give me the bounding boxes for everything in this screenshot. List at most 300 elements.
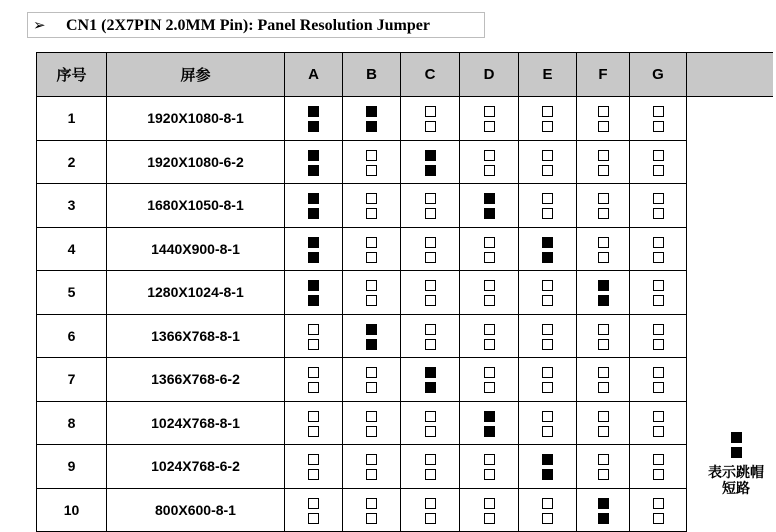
jumper-cell-g xyxy=(630,227,687,271)
legend-line-2: 短路 xyxy=(722,480,750,496)
pin-open-icon xyxy=(542,339,553,350)
heading-title: CN1 (2X7PIN 2.0MM Pin): Panel Resolution Jumper xyxy=(66,17,430,34)
jumper-cell-g xyxy=(630,488,687,532)
jumper-shorted-icon xyxy=(308,150,319,176)
row-number: 6 xyxy=(37,314,107,358)
jumper-cell-b xyxy=(343,184,401,228)
jumper-shorted-icon xyxy=(425,367,436,393)
jumper-cell-d xyxy=(460,271,519,315)
jumper-open-icon xyxy=(542,324,553,350)
jumper-cell-d xyxy=(460,314,519,358)
pin-open-icon xyxy=(542,367,553,378)
pin-open-icon xyxy=(598,382,609,393)
jumper-cell-e xyxy=(519,140,577,184)
jumper-open-icon xyxy=(366,411,377,437)
jumper-cell-a xyxy=(285,401,343,445)
bullet-arrow-icon: ➢ xyxy=(33,16,46,34)
pin-open-icon xyxy=(542,411,553,422)
jumper-shorted-icon xyxy=(598,280,609,306)
jumper-cell-a xyxy=(285,140,343,184)
pin-open-icon xyxy=(308,498,319,509)
jumper-cell-a xyxy=(285,358,343,402)
jumper-cell-b xyxy=(343,358,401,402)
pin-shorted-icon xyxy=(308,208,319,219)
jumper-open-icon xyxy=(484,367,495,393)
jumper-cell-b xyxy=(343,97,401,141)
jumper-cell-d xyxy=(460,227,519,271)
header-d: D xyxy=(460,53,519,97)
jumper-cell-f xyxy=(577,97,630,141)
pin-shorted-icon xyxy=(308,295,319,306)
pin-open-icon xyxy=(653,469,664,480)
jumper-open-icon xyxy=(598,367,609,393)
header-a: A xyxy=(285,53,343,97)
pin-open-icon xyxy=(484,339,495,350)
pin-open-icon xyxy=(542,106,553,117)
pin-open-icon xyxy=(366,193,377,204)
jumper-cell-c xyxy=(401,314,460,358)
pin-open-icon xyxy=(598,252,609,263)
pin-shorted-icon xyxy=(308,280,319,291)
pin-open-icon xyxy=(598,237,609,248)
jumper-open-icon xyxy=(366,150,377,176)
jumper-open-icon xyxy=(366,498,377,524)
pin-open-icon xyxy=(598,193,609,204)
jumper-shorted-icon xyxy=(308,280,319,306)
header-f: F xyxy=(577,53,630,97)
pin-open-icon xyxy=(598,339,609,350)
pin-open-icon xyxy=(542,498,553,509)
jumper-open-icon xyxy=(653,454,664,480)
table-body xyxy=(37,97,773,532)
jumper-cell-e xyxy=(519,97,577,141)
jumper-open-icon xyxy=(484,106,495,132)
pin-open-icon xyxy=(425,121,436,132)
pin-shorted-icon xyxy=(484,193,495,204)
jumper-open-icon xyxy=(653,150,664,176)
pin-open-icon xyxy=(653,382,664,393)
pin-open-icon xyxy=(484,513,495,524)
jumper-open-icon xyxy=(598,454,609,480)
row-panel-resolution: 1024X768-6-2 xyxy=(107,445,285,489)
pin-open-icon xyxy=(542,193,553,204)
row-blank-cell xyxy=(687,358,773,402)
jumper-cell-e xyxy=(519,488,577,532)
pin-open-icon xyxy=(425,295,436,306)
pin-open-icon xyxy=(598,411,609,422)
pin-shorted-icon xyxy=(425,367,436,378)
pin-shorted-icon xyxy=(425,165,436,176)
jumper-open-icon xyxy=(308,324,319,350)
pin-open-icon xyxy=(308,411,319,422)
pin-open-icon xyxy=(598,367,609,378)
pin-open-icon xyxy=(598,208,609,219)
pin-open-icon xyxy=(425,339,436,350)
jumper-open-icon xyxy=(598,411,609,437)
jumper-cell-b xyxy=(343,401,401,445)
pin-open-icon xyxy=(425,469,436,480)
row-number: 9 xyxy=(37,445,107,489)
jumper-open-icon xyxy=(425,193,436,219)
header-b: B xyxy=(343,53,401,97)
jumper-open-icon xyxy=(542,193,553,219)
header-g: G xyxy=(630,53,687,97)
jumper-open-icon xyxy=(598,106,609,132)
jumper-cell-f xyxy=(577,358,630,402)
jumper-open-icon xyxy=(425,280,436,306)
pin-open-icon xyxy=(598,454,609,465)
jumper-open-icon xyxy=(425,237,436,263)
pin-open-icon xyxy=(653,339,664,350)
jumper-open-icon xyxy=(425,106,436,132)
jumper-open-icon xyxy=(366,280,377,306)
jumper-open-icon xyxy=(308,498,319,524)
pin-open-icon xyxy=(425,454,436,465)
table-row xyxy=(37,97,773,141)
jumper-open-icon xyxy=(484,280,495,306)
pin-open-icon xyxy=(425,411,436,422)
pin-open-icon xyxy=(484,295,495,306)
pin-open-icon xyxy=(484,237,495,248)
jumper-cell-c xyxy=(401,227,460,271)
jumper-cell-a xyxy=(285,97,343,141)
pin-open-icon xyxy=(542,513,553,524)
pin-open-icon xyxy=(425,252,436,263)
jumper-open-icon xyxy=(542,367,553,393)
pin-open-icon xyxy=(308,426,319,437)
jumper-open-icon xyxy=(308,454,319,480)
jumper-open-icon xyxy=(542,280,553,306)
jumper-cell-g xyxy=(630,445,687,489)
pin-open-icon xyxy=(366,382,377,393)
jumper-cell-c xyxy=(401,488,460,532)
jumper-open-icon xyxy=(598,150,609,176)
table-header-row xyxy=(37,53,773,97)
jumper-open-icon xyxy=(308,367,319,393)
pin-shorted-icon xyxy=(308,252,319,263)
jumper-cell-d xyxy=(460,488,519,532)
jumper-open-icon xyxy=(366,367,377,393)
row-blank-cell xyxy=(687,97,773,141)
pin-open-icon xyxy=(653,121,664,132)
jumper-open-icon xyxy=(653,367,664,393)
jumper-cell-d xyxy=(460,358,519,402)
jumper-cell-f xyxy=(577,401,630,445)
jumper-open-icon xyxy=(653,237,664,263)
pin-open-icon xyxy=(598,324,609,335)
pin-shorted-icon xyxy=(598,498,609,509)
jumper-open-icon xyxy=(366,454,377,480)
row-blank-cell xyxy=(687,271,773,315)
pin-shorted-icon xyxy=(308,121,319,132)
jumper-cell-c xyxy=(401,358,460,402)
jumper-shorted-icon xyxy=(308,237,319,263)
jumper-open-icon xyxy=(484,324,495,350)
jumper-table xyxy=(36,52,773,532)
pin-open-icon xyxy=(484,367,495,378)
row-blank-cell xyxy=(687,184,773,228)
pin-open-icon xyxy=(653,367,664,378)
pin-open-icon xyxy=(425,280,436,291)
pin-open-icon xyxy=(425,237,436,248)
legend xyxy=(700,430,772,496)
jumper-cell-e xyxy=(519,445,577,489)
pin-shorted-icon xyxy=(598,280,609,291)
pin-open-icon xyxy=(542,295,553,306)
jumper-cell-e xyxy=(519,401,577,445)
jumper-open-icon xyxy=(653,106,664,132)
header-blank xyxy=(687,53,773,97)
jumper-open-icon xyxy=(653,411,664,437)
row-panel-resolution: 1920X1080-8-1 xyxy=(107,97,285,141)
pin-open-icon xyxy=(542,121,553,132)
table-row xyxy=(37,184,773,228)
jumper-cell-e xyxy=(519,314,577,358)
row-panel-resolution: 1920X1080-6-2 xyxy=(107,140,285,184)
jumper-cell-d xyxy=(460,97,519,141)
jumper-cell-c xyxy=(401,401,460,445)
pin-open-icon xyxy=(308,339,319,350)
jumper-shorted-icon xyxy=(542,454,553,480)
pin-open-icon xyxy=(308,367,319,378)
jumper-open-icon xyxy=(366,237,377,263)
jumper-shorted-icon xyxy=(484,193,495,219)
jumper-cell-c xyxy=(401,140,460,184)
pin-open-icon xyxy=(653,411,664,422)
row-panel-resolution: 1680X1050-8-1 xyxy=(107,184,285,228)
jumper-cell-b xyxy=(343,227,401,271)
pin-open-icon xyxy=(653,513,664,524)
jumper-shorted-icon xyxy=(308,106,319,132)
jumper-open-icon xyxy=(653,498,664,524)
jumper-cell-f xyxy=(577,488,630,532)
pin-open-icon xyxy=(484,382,495,393)
row-number: 7 xyxy=(37,358,107,402)
pin-open-icon xyxy=(653,280,664,291)
pin-open-icon xyxy=(598,469,609,480)
jumper-cell-a xyxy=(285,488,343,532)
legend-line-1: 表示跳帽 xyxy=(708,464,764,480)
pin-open-icon xyxy=(484,106,495,117)
jumper-open-icon xyxy=(484,498,495,524)
row-number: 10 xyxy=(37,488,107,532)
pin-open-icon xyxy=(542,165,553,176)
legend-jumper-icon xyxy=(731,432,742,458)
pin-open-icon xyxy=(598,150,609,161)
row-number: 8 xyxy=(37,401,107,445)
jumper-open-icon xyxy=(484,454,495,480)
pin-open-icon xyxy=(425,193,436,204)
jumper-shorted-icon xyxy=(425,150,436,176)
pin-shorted-icon xyxy=(542,469,553,480)
row-panel-resolution: 1280X1024-8-1 xyxy=(107,271,285,315)
header-panel: 屏参 xyxy=(107,53,285,97)
pin-open-icon xyxy=(542,324,553,335)
jumper-cell-e xyxy=(519,271,577,315)
row-blank-cell xyxy=(687,314,773,358)
table-row xyxy=(37,445,773,489)
jumper-open-icon xyxy=(653,193,664,219)
pin-open-icon xyxy=(653,106,664,117)
pin-shorted-icon xyxy=(484,208,495,219)
pin-shorted-icon xyxy=(308,106,319,117)
jumper-open-icon xyxy=(542,498,553,524)
pin-open-icon xyxy=(366,426,377,437)
pin-shorted-icon xyxy=(366,106,377,117)
pin-shorted-icon xyxy=(731,447,742,458)
pin-shorted-icon xyxy=(598,295,609,306)
pin-open-icon xyxy=(598,426,609,437)
jumper-cell-c xyxy=(401,184,460,228)
row-number: 3 xyxy=(37,184,107,228)
pin-open-icon xyxy=(542,150,553,161)
pin-shorted-icon xyxy=(425,150,436,161)
pin-shorted-icon xyxy=(731,432,742,443)
jumper-open-icon xyxy=(484,150,495,176)
pin-open-icon xyxy=(425,106,436,117)
pin-shorted-icon xyxy=(366,339,377,350)
table-row xyxy=(37,401,773,445)
row-blank-cell xyxy=(687,227,773,271)
pin-open-icon xyxy=(653,426,664,437)
jumper-cell-e xyxy=(519,184,577,228)
jumper-shorted-icon xyxy=(542,237,553,263)
pin-shorted-icon xyxy=(308,150,319,161)
pin-open-icon xyxy=(484,469,495,480)
jumper-cell-f xyxy=(577,445,630,489)
pin-open-icon xyxy=(366,150,377,161)
row-blank-cell xyxy=(687,140,773,184)
jumper-cell-g xyxy=(630,140,687,184)
jumper-cell-b xyxy=(343,314,401,358)
jumper-cell-c xyxy=(401,97,460,141)
pin-open-icon xyxy=(653,454,664,465)
jumper-open-icon xyxy=(598,193,609,219)
jumper-cell-c xyxy=(401,271,460,315)
pin-open-icon xyxy=(653,498,664,509)
table-row xyxy=(37,271,773,315)
pin-open-icon xyxy=(653,193,664,204)
pin-shorted-icon xyxy=(425,382,436,393)
pin-open-icon xyxy=(366,513,377,524)
pin-open-icon xyxy=(542,426,553,437)
pin-shorted-icon xyxy=(308,237,319,248)
jumper-cell-a xyxy=(285,445,343,489)
jumper-open-icon xyxy=(542,106,553,132)
pin-open-icon xyxy=(484,324,495,335)
jumper-cell-b xyxy=(343,140,401,184)
pin-shorted-icon xyxy=(366,121,377,132)
jumper-open-icon xyxy=(308,411,319,437)
pin-open-icon xyxy=(653,324,664,335)
pin-shorted-icon xyxy=(542,252,553,263)
jumper-open-icon xyxy=(425,411,436,437)
row-number: 4 xyxy=(37,227,107,271)
pin-open-icon xyxy=(366,367,377,378)
pin-open-icon xyxy=(366,252,377,263)
jumper-shorted-icon xyxy=(484,411,495,437)
pin-shorted-icon xyxy=(308,165,319,176)
pin-open-icon xyxy=(484,252,495,263)
pin-open-icon xyxy=(308,513,319,524)
pin-open-icon xyxy=(308,382,319,393)
pin-open-icon xyxy=(425,498,436,509)
row-panel-resolution: 1366X768-8-1 xyxy=(107,314,285,358)
jumper-shorted-icon xyxy=(308,193,319,219)
row-panel-resolution: 800X600-8-1 xyxy=(107,488,285,532)
jumper-cell-g xyxy=(630,314,687,358)
jumper-cell-b xyxy=(343,445,401,489)
pin-shorted-icon xyxy=(542,454,553,465)
jumper-cell-a xyxy=(285,314,343,358)
pin-open-icon xyxy=(366,454,377,465)
pin-open-icon xyxy=(653,208,664,219)
table-row xyxy=(37,488,773,532)
pin-open-icon xyxy=(366,237,377,248)
jumper-cell-c xyxy=(401,445,460,489)
jumper-cell-f xyxy=(577,227,630,271)
jumper-open-icon xyxy=(425,498,436,524)
row-panel-resolution: 1440X900-8-1 xyxy=(107,227,285,271)
jumper-open-icon xyxy=(366,193,377,219)
pin-open-icon xyxy=(542,280,553,291)
jumper-cell-g xyxy=(630,271,687,315)
jumper-open-icon xyxy=(653,324,664,350)
jumper-cell-f xyxy=(577,140,630,184)
pin-open-icon xyxy=(653,165,664,176)
jumper-open-icon xyxy=(598,237,609,263)
jumper-cell-d xyxy=(460,445,519,489)
table-row xyxy=(37,358,773,402)
jumper-open-icon xyxy=(425,454,436,480)
pin-open-icon xyxy=(425,426,436,437)
pin-open-icon xyxy=(484,280,495,291)
header-e: E xyxy=(519,53,577,97)
jumper-cell-f xyxy=(577,184,630,228)
pin-open-icon xyxy=(425,208,436,219)
pin-open-icon xyxy=(308,469,319,480)
pin-open-icon xyxy=(366,295,377,306)
jumper-cell-g xyxy=(630,358,687,402)
jumper-cell-b xyxy=(343,271,401,315)
jumper-cell-b xyxy=(343,488,401,532)
jumper-open-icon xyxy=(484,237,495,263)
section-heading xyxy=(27,12,485,38)
jumper-open-icon xyxy=(598,324,609,350)
jumper-cell-f xyxy=(577,271,630,315)
row-panel-resolution: 1024X768-8-1 xyxy=(107,401,285,445)
pin-open-icon xyxy=(653,252,664,263)
pin-open-icon xyxy=(484,121,495,132)
pin-open-icon xyxy=(366,208,377,219)
pin-open-icon xyxy=(598,165,609,176)
jumper-open-icon xyxy=(425,324,436,350)
row-panel-resolution: 1366X768-6-2 xyxy=(107,358,285,402)
row-number: 1 xyxy=(37,97,107,141)
pin-open-icon xyxy=(653,295,664,306)
pin-open-icon xyxy=(366,280,377,291)
jumper-shorted-icon xyxy=(366,324,377,350)
pin-open-icon xyxy=(542,382,553,393)
row-number: 2 xyxy=(37,140,107,184)
pin-open-icon xyxy=(425,324,436,335)
jumper-shorted-icon xyxy=(598,498,609,524)
pin-shorted-icon xyxy=(308,193,319,204)
pin-open-icon xyxy=(366,165,377,176)
pin-open-icon xyxy=(366,411,377,422)
jumper-open-icon xyxy=(542,411,553,437)
jumper-cell-e xyxy=(519,227,577,271)
